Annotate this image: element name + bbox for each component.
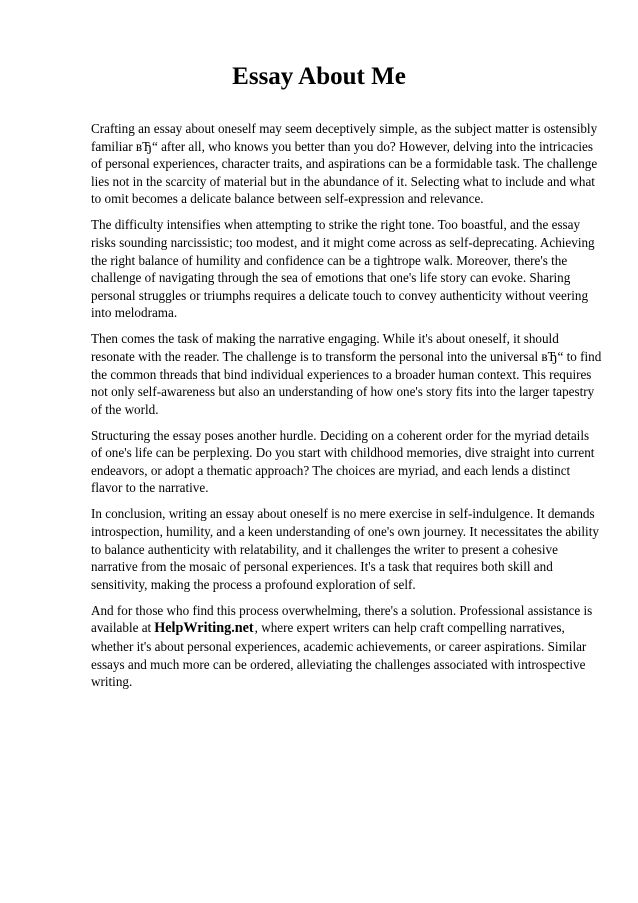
paragraph-4 xyxy=(91,427,597,497)
text-line: into melodrama. xyxy=(91,305,178,321)
text-line: The difficulty intensifies when attempting to strike the right tone. Too boastful, and the essay xyxy=(91,217,581,233)
text-line: the right balance of humility and confidence can be a tightrope walk. Moreover, there's the xyxy=(91,252,568,268)
text-fragment: available at xyxy=(91,620,152,636)
text-line: personal struggles or triumphs requires a delicate touch to convey authenticity without veering xyxy=(91,287,589,303)
text-line: to omit becomes a delicate balance between self-expression and relevance. xyxy=(91,191,484,207)
text-line: not only self-awareness but also an understanding of how one's story fits into the larger tapestry xyxy=(91,384,595,400)
text-line: flavor to the narrative. xyxy=(91,480,209,496)
text-line: Then comes the task of making the narrative engaging. While it's about oneself, it should xyxy=(91,331,559,347)
text-line: familiar вЂ“ after all, who knows you better than you do? However, delving into the intricacies xyxy=(91,138,593,154)
helpwriting-link[interactable]: HelpWriting.net xyxy=(154,620,254,637)
text-line: narrative from the mosaic of personal experiences. It's a task that requires both skill and xyxy=(91,559,553,575)
text-line: Structuring the essay poses another hurdle. Deciding on a coherent order for the myriad details xyxy=(91,427,590,443)
text-line: And for those who find this process overwhelming, there's a solution. Professional assistance is xyxy=(91,602,593,618)
paragraph-2 xyxy=(91,216,597,322)
text-line: writing. xyxy=(91,674,133,690)
paragraph-5 xyxy=(91,505,597,593)
text-line: resonate with the reader. The challenge is to transform the personal into the universal вЂ“ to find xyxy=(91,348,602,364)
text-line: lies not in the scarcity of material but in the abundance of it. Selecting what to include and what xyxy=(91,173,595,189)
text-line: sensitivity, making the process a profound exploration of self. xyxy=(91,576,416,592)
text-line: Crafting an essay about oneself may seem deceptively simple, as the subject matter is ostensibly xyxy=(91,121,598,136)
text-line: the common threads that bind individual experiences to a broader human context. This requires xyxy=(91,366,592,382)
paragraph-closing xyxy=(91,602,597,691)
text-line: challenge of navigating through the sea of emotions that one's life story can evoke. Sharing xyxy=(91,270,571,286)
paragraph-1 xyxy=(91,120,597,208)
essay-body xyxy=(91,120,602,699)
text-line: essays and much more can be ordered, alleviating the challenges associated with introspective xyxy=(91,656,586,672)
text-line: In conclusion, writing an essay about oneself is no mere exercise in self-indulgence. It demands xyxy=(91,506,595,522)
text-line: endeavors, or adopt a thematic approach? The choices are myriad, and each lends a distinct xyxy=(91,462,571,478)
text-line: risks sounding narcissistic; too modest, and it might come across as self-deprecating. Achieving xyxy=(91,234,595,250)
text-fragment: , where expert writers can help craft compelling narratives, xyxy=(254,620,565,636)
text-line: of the world. xyxy=(91,401,159,417)
text-line: of one's life can be perplexing. Do you start with childhood memories, dive straight into current xyxy=(91,445,595,461)
page-title: Essay About Me xyxy=(232,63,406,90)
paragraph-3 xyxy=(91,330,602,418)
text-line: whether it's about personal experiences, academic achievements, or career aspirations. Similar xyxy=(91,638,587,654)
text-line-with-link xyxy=(91,619,597,638)
text-line: introspection, humility, and a keen understanding of one's own journey. It necessitates the ability xyxy=(91,524,599,540)
text-line: to balance authenticity with relatability, and it challenges the writer to present a cohesive xyxy=(91,541,558,557)
text-line: of personal experiences, character traits, and aspirations can be a formidable task. The challenge xyxy=(91,156,598,172)
